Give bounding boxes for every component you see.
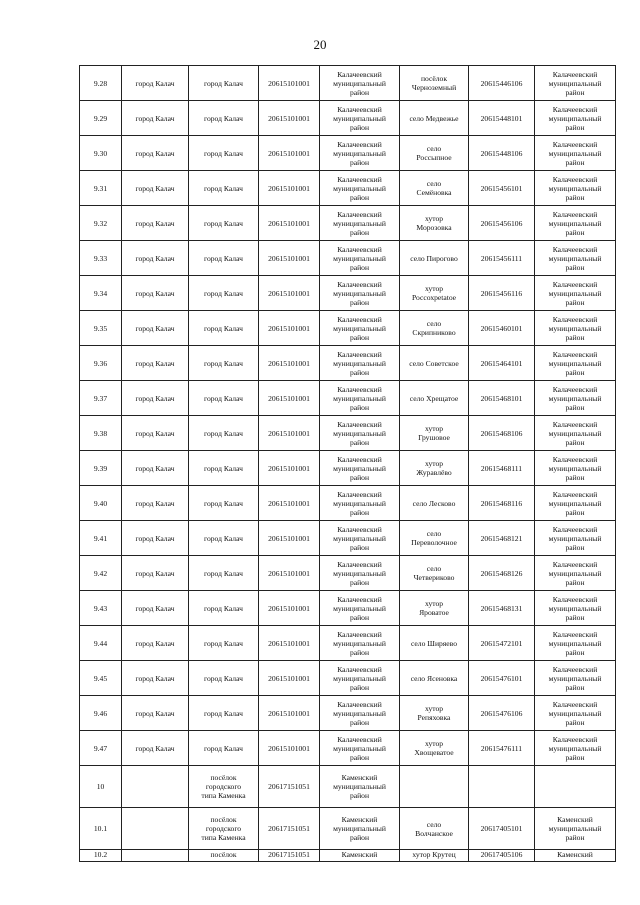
cell-locality-district: Калачеевский муниципальный район — [535, 661, 616, 696]
cell-oktmo-code: 20615101001 — [259, 591, 320, 626]
cell-locality-code: 20615468131 — [469, 591, 535, 626]
cell-locality-district: Калачеевский муниципальный район — [535, 206, 616, 241]
cell-row-number: 9.47 — [80, 731, 122, 766]
cell-oktmo-code: 20615101001 — [259, 136, 320, 171]
cell-locality-code: 20615468121 — [469, 521, 535, 556]
cell-settlement-type: город Калач — [189, 451, 259, 486]
cell-locality-district: Калачеевский муниципальный район — [535, 486, 616, 521]
cell-row-number: 9.46 — [80, 696, 122, 731]
cell-locality-name: село Волчанское — [400, 808, 469, 850]
table-row — [80, 276, 616, 311]
table-row — [80, 661, 616, 696]
cell-locality-name: село Хрещатое — [400, 381, 469, 416]
cell-locality-name: хутор Грушовое — [400, 416, 469, 451]
table-row — [80, 416, 616, 451]
table-row — [80, 808, 616, 850]
cell-row-number: 9.42 — [80, 556, 122, 591]
cell-municipal-district: Калачеевский муниципальный район — [320, 626, 400, 661]
cell-settlement-name: город Калач — [122, 451, 189, 486]
cell-locality-district: Калачеевский муниципальный район — [535, 416, 616, 451]
cell-settlement-name: город Калач — [122, 661, 189, 696]
table-row — [80, 486, 616, 521]
cell-oktmo-code: 20617151051 — [259, 808, 320, 850]
cell-locality-name: хутор Россохpetatoe — [400, 276, 469, 311]
cell-locality-name: посёлок Черноземный — [400, 66, 469, 101]
cell-row-number: 9.40 — [80, 486, 122, 521]
cell-locality-code: 20615472101 — [469, 626, 535, 661]
cell-locality-name: хутор Крутец — [400, 850, 469, 862]
cell-locality-code: 20615456116 — [469, 276, 535, 311]
cell-settlement-type: город Калач — [189, 206, 259, 241]
cell-municipal-district: Калачеевский муниципальный район — [320, 171, 400, 206]
cell-municipal-district: Калачеевский муниципальный район — [320, 486, 400, 521]
cell-locality-district: Калачеевский муниципальный район — [535, 136, 616, 171]
cell-oktmo-code: 20617151051 — [259, 766, 320, 808]
cell-oktmo-code: 20615101001 — [259, 626, 320, 661]
cell-oktmo-code: 20615101001 — [259, 521, 320, 556]
cell-settlement-type: город Калач — [189, 66, 259, 101]
cell-oktmo-code: 20615101001 — [259, 66, 320, 101]
cell-row-number: 9.35 — [80, 311, 122, 346]
cell-row-number: 9.29 — [80, 101, 122, 136]
cell-row-number: 9.33 — [80, 241, 122, 276]
cell-settlement-type: город Калач — [189, 311, 259, 346]
table-row — [80, 101, 616, 136]
cell-settlement-type: город Калач — [189, 346, 259, 381]
cell-locality-district: Калачеевский муниципальный район — [535, 241, 616, 276]
cell-settlement-type: город Калач — [189, 696, 259, 731]
cell-locality-name — [400, 766, 469, 808]
cell-locality-district: Калачеевский муниципальный район — [535, 696, 616, 731]
cell-locality-code: 20615468126 — [469, 556, 535, 591]
cell-locality-name: село Россыпное — [400, 136, 469, 171]
cell-locality-district: Калачеевский муниципальный район — [535, 171, 616, 206]
cell-locality-name: хутор Хвощеватое — [400, 731, 469, 766]
cell-settlement-type: город Калач — [189, 591, 259, 626]
cell-municipal-district: Калачеевский муниципальный район — [320, 381, 400, 416]
cell-locality-code: 20615448106 — [469, 136, 535, 171]
cell-municipal-district: Калачеевский муниципальный район — [320, 416, 400, 451]
cell-row-number: 9.45 — [80, 661, 122, 696]
cell-locality-name: село Семёновка — [400, 171, 469, 206]
table-row — [80, 696, 616, 731]
cell-oktmo-code: 20615101001 — [259, 241, 320, 276]
cell-locality-code: 20615446106 — [469, 66, 535, 101]
cell-locality-name: хутор Журавлёво — [400, 451, 469, 486]
cell-oktmo-code: 20615101001 — [259, 276, 320, 311]
table-row — [80, 206, 616, 241]
cell-row-number: 9.34 — [80, 276, 122, 311]
cell-settlement-type: город Калач — [189, 416, 259, 451]
cell-locality-district: Калачеевский муниципальный район — [535, 276, 616, 311]
cell-settlement-name: город Калач — [122, 136, 189, 171]
cell-oktmo-code: 20615101001 — [259, 731, 320, 766]
cell-locality-district: Калачеевский муниципальный район — [535, 521, 616, 556]
cell-row-number: 9.31 — [80, 171, 122, 206]
cell-locality-name: село Четвериково — [400, 556, 469, 591]
table-row — [80, 766, 616, 808]
cell-municipal-district: Каменский муниципальный район — [320, 808, 400, 850]
cell-locality-district: Калачеевский муниципальный район — [535, 451, 616, 486]
cell-row-number: 9.38 — [80, 416, 122, 451]
cell-oktmo-code: 20615101001 — [259, 486, 320, 521]
cell-row-number: 9.36 — [80, 346, 122, 381]
cell-settlement-type: город Калач — [189, 136, 259, 171]
table-row — [80, 381, 616, 416]
cell-row-number: 9.28 — [80, 66, 122, 101]
cell-row-number: 9.39 — [80, 451, 122, 486]
cell-locality-name: село Ясеновка — [400, 661, 469, 696]
cell-settlement-type: посёлок городского типа Каменка — [189, 766, 259, 808]
cell-row-number: 9.37 — [80, 381, 122, 416]
cell-oktmo-code: 20615101001 — [259, 451, 320, 486]
cell-settlement-type: город Калач — [189, 731, 259, 766]
cell-oktmo-code: 20615101001 — [259, 416, 320, 451]
cell-locality-district: Калачеевский муниципальный район — [535, 591, 616, 626]
cell-locality-district: Калачеевский муниципальный район — [535, 556, 616, 591]
cell-locality-code — [469, 766, 535, 808]
cell-locality-district — [535, 766, 616, 808]
cell-row-number: 10.1 — [80, 808, 122, 850]
cell-locality-district: Калачеевский муниципальный район — [535, 731, 616, 766]
cell-settlement-name: город Калач — [122, 626, 189, 661]
cell-municipal-district: Калачеевский муниципальный район — [320, 311, 400, 346]
cell-oktmo-code: 20615101001 — [259, 661, 320, 696]
cell-municipal-district: Калачеевский муниципальный район — [320, 276, 400, 311]
cell-settlement-type: посёлок — [189, 850, 259, 862]
table-row — [80, 591, 616, 626]
table-body — [80, 66, 616, 862]
table-row — [80, 451, 616, 486]
cell-locality-code: 20615468106 — [469, 416, 535, 451]
cell-locality-district: Калачеевский муниципальный район — [535, 311, 616, 346]
cell-municipal-district: Каменский муниципальный район — [320, 766, 400, 808]
cell-locality-code: 20615468116 — [469, 486, 535, 521]
page-number: 20 — [313, 37, 327, 52]
cell-row-number: 9.32 — [80, 206, 122, 241]
cell-locality-code: 20615456111 — [469, 241, 535, 276]
cell-municipal-district: Калачеевский муниципальный район — [320, 66, 400, 101]
cell-row-number: 10 — [80, 766, 122, 808]
cell-locality-code: 20615456101 — [469, 171, 535, 206]
cell-settlement-type: город Калач — [189, 171, 259, 206]
cell-settlement-name: город Калач — [122, 731, 189, 766]
cell-settlement-name — [122, 808, 189, 850]
cell-municipal-district: Калачеевский муниципальный район — [320, 241, 400, 276]
cell-settlement-type: город Калач — [189, 276, 259, 311]
cell-settlement-name: город Калач — [122, 346, 189, 381]
cell-settlement-type: город Калач — [189, 521, 259, 556]
cell-municipal-district: Калачеевский муниципальный район — [320, 346, 400, 381]
cell-settlement-type: город Калач — [189, 381, 259, 416]
cell-locality-district: Калачеевский муниципальный район — [535, 346, 616, 381]
cell-settlement-type: город Калач — [189, 486, 259, 521]
cell-oktmo-code: 20617151051 — [259, 850, 320, 862]
cell-settlement-name — [122, 850, 189, 862]
cell-municipal-district: Калачеевский муниципальный район — [320, 696, 400, 731]
cell-locality-district: Калачеевский муниципальный район — [535, 626, 616, 661]
cell-settlement-name: город Калач — [122, 101, 189, 136]
cell-settlement-name: город Калач — [122, 486, 189, 521]
table-row — [80, 136, 616, 171]
cell-row-number: 9.43 — [80, 591, 122, 626]
cell-oktmo-code: 20615101001 — [259, 171, 320, 206]
cell-settlement-name: город Калач — [122, 66, 189, 101]
cell-oktmo-code: 20615101001 — [259, 381, 320, 416]
cell-locality-name: село Переволочное — [400, 521, 469, 556]
cell-municipal-district: Калачеевский муниципальный район — [320, 451, 400, 486]
cell-settlement-type: посёлок городского типа Каменка — [189, 808, 259, 850]
cell-oktmo-code: 20615101001 — [259, 311, 320, 346]
table-row — [80, 241, 616, 276]
table-row — [80, 311, 616, 346]
cell-municipal-district: Калачеевский муниципальный район — [320, 661, 400, 696]
cell-locality-district: Калачеевский муниципальный район — [535, 66, 616, 101]
cell-settlement-name: город Калач — [122, 556, 189, 591]
cell-settlement-type: город Калач — [189, 101, 259, 136]
cell-row-number: 10.2 — [80, 850, 122, 862]
table-row — [80, 626, 616, 661]
cell-settlement-name: город Калач — [122, 521, 189, 556]
table-row — [80, 850, 616, 862]
cell-locality-district: Калачеевский муниципальный район — [535, 101, 616, 136]
cell-locality-district: Каменский — [535, 850, 616, 862]
cell-locality-code: 20615468101 — [469, 381, 535, 416]
cell-locality-code: 20615476106 — [469, 696, 535, 731]
cell-locality-name: село Лесково — [400, 486, 469, 521]
cell-locality-district: Калачеевский муниципальный район — [535, 381, 616, 416]
cell-municipal-district: Каменский — [320, 850, 400, 862]
cell-municipal-district: Калачеевский муниципальный район — [320, 591, 400, 626]
cell-row-number: 9.30 — [80, 136, 122, 171]
cell-settlement-name: город Калач — [122, 276, 189, 311]
cell-row-number: 9.44 — [80, 626, 122, 661]
table-row — [80, 66, 616, 101]
cell-locality-name: село Медвежье — [400, 101, 469, 136]
cell-oktmo-code: 20615101001 — [259, 206, 320, 241]
cell-settlement-type: город Калач — [189, 556, 259, 591]
cell-row-number: 9.41 — [80, 521, 122, 556]
cell-settlement-name — [122, 766, 189, 808]
cell-settlement-name: город Калач — [122, 311, 189, 346]
table-row — [80, 521, 616, 556]
settlements-table — [79, 65, 616, 862]
cell-municipal-district: Калачеевский муниципальный район — [320, 731, 400, 766]
cell-locality-name: село Пирогово — [400, 241, 469, 276]
cell-oktmo-code: 20615101001 — [259, 101, 320, 136]
cell-municipal-district: Калачеевский муниципальный район — [320, 556, 400, 591]
cell-locality-code: 20615456106 — [469, 206, 535, 241]
cell-locality-name: село Ширяево — [400, 626, 469, 661]
cell-locality-name: село Советское — [400, 346, 469, 381]
cell-settlement-name: город Калач — [122, 241, 189, 276]
table-row — [80, 556, 616, 591]
table-row — [80, 346, 616, 381]
cell-settlement-name: город Калач — [122, 206, 189, 241]
cell-locality-code: 20615476111 — [469, 731, 535, 766]
cell-oktmo-code: 20615101001 — [259, 696, 320, 731]
cell-settlement-name: город Калач — [122, 171, 189, 206]
cell-locality-code: 20617405106 — [469, 850, 535, 862]
cell-locality-code: 20615476101 — [469, 661, 535, 696]
cell-municipal-district: Калачеевский муниципальный район — [320, 521, 400, 556]
cell-settlement-type: город Калач — [189, 626, 259, 661]
cell-locality-name: хутор Морозовка — [400, 206, 469, 241]
cell-municipal-district: Калачеевский муниципальный район — [320, 136, 400, 171]
cell-oktmo-code: 20615101001 — [259, 346, 320, 381]
cell-locality-code: 20615468111 — [469, 451, 535, 486]
cell-locality-name: село Скрипниково — [400, 311, 469, 346]
table-row — [80, 731, 616, 766]
table-row — [80, 171, 616, 206]
cell-settlement-type: город Калач — [189, 241, 259, 276]
cell-settlement-name: город Калач — [122, 381, 189, 416]
cell-locality-code: 20615464101 — [469, 346, 535, 381]
cell-municipal-district: Калачеевский муниципальный район — [320, 206, 400, 241]
cell-locality-name: хутор Яроватое — [400, 591, 469, 626]
cell-settlement-name: город Калач — [122, 696, 189, 731]
cell-settlement-name: город Калач — [122, 416, 189, 451]
cell-municipal-district: Калачеевский муниципальный район — [320, 101, 400, 136]
cell-locality-code: 20617405101 — [469, 808, 535, 850]
cell-settlement-type: город Калач — [189, 661, 259, 696]
cell-locality-name: хутор Репяховка — [400, 696, 469, 731]
cell-locality-code: 20615460101 — [469, 311, 535, 346]
cell-settlement-name: город Калач — [122, 591, 189, 626]
cell-oktmo-code: 20615101001 — [259, 556, 320, 591]
cell-locality-code: 20615448101 — [469, 101, 535, 136]
cell-locality-district: Каменский муниципальный район — [535, 808, 616, 850]
